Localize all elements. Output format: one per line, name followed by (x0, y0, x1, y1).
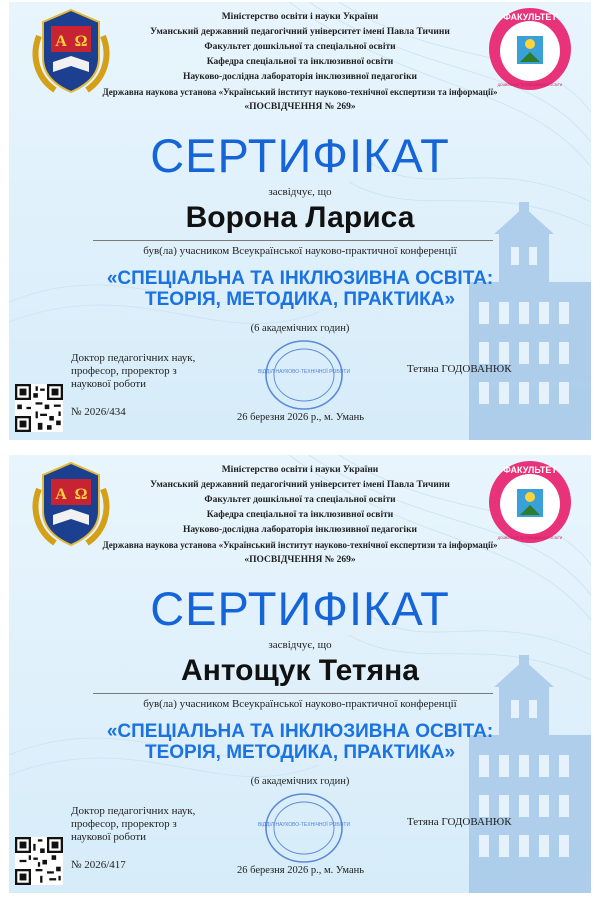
header-certificate-ref: «ПОСВІДЧЕННЯ № 269» (244, 555, 356, 565)
header-university: Уманський державний педагогічний університет імені Павла Тичини (150, 480, 450, 490)
signer-title (71, 352, 231, 391)
certificate-title: СЕРТИФІКАТ (150, 129, 450, 182)
header-faculty: Факультет дошкільної та спеціальної освіти (204, 42, 396, 52)
faculty-logo-bottom-text: ДОШКІЛЬНОЇ ТА СПЕЦІАЛЬНОЇ ОСВІТИ (497, 83, 563, 87)
emblem-letter-alpha: А (55, 486, 67, 503)
header-laboratory: Науково-дослідна лабораторія інклюзивної педагогіки (182, 72, 418, 82)
academic-hours: (6 академічних годин) (250, 776, 350, 787)
header-certificate-ref: «ПОСВІДЧЕННЯ № 269» (244, 102, 356, 112)
conference-title-line2: ТЕОРІЯ, МЕТОДИКА, ПРАКТИКА» (144, 289, 456, 310)
name-underline (93, 240, 493, 241)
participant-text: був(ла) учасником Всеукраїнської науково-практичної конференції (143, 245, 457, 257)
signer-title-line: Доктор педагогічних наук, (71, 805, 196, 817)
faculty-logo-bottom-text: ДОШКІЛЬНОЇ ТА СПЕЦІАЛЬНОЇ ОСВІТИ (497, 536, 563, 540)
certificate-title: СЕРТИФІКАТ (150, 582, 450, 635)
certifies-text: засвідчує, що (268, 186, 332, 198)
signer-title-line: професор, проректор з (71, 365, 177, 377)
qr-code-icon (15, 384, 63, 432)
signer-name: Тетяна ГОДОВАНЮК (407, 363, 512, 375)
faculty-logo-top-text: ФАКУЛЬТЕТ (503, 465, 557, 475)
header-institute: Державна наукова установа «Український інститут науково-технічної експертизи та інформації» (102, 87, 498, 97)
emblem-letter-omega: Ω (74, 486, 88, 503)
signer-title-line: Доктор педагогічних наук, (71, 352, 196, 364)
conference-title-line2: ТЕОРІЯ, МЕТОДИКА, ПРАКТИКА» (144, 742, 456, 763)
header-university: Уманський державний педагогічний університет імені Павла Тичини (150, 27, 450, 37)
qr-code-icon (15, 837, 63, 885)
certificate-card (9, 455, 591, 893)
header-laboratory: Науково-дослідна лабораторія інклюзивної педагогіки (182, 525, 418, 535)
signer-title-line: професор, проректор з (71, 818, 177, 830)
header-department: Кафедра спеціальної та інклюзивної освіти (206, 510, 394, 520)
faculty-logo-top-text: ФАКУЛЬТЕТ (503, 12, 557, 22)
signer-title-line: наукової роботи (71, 831, 147, 843)
official-stamp-icon (257, 791, 351, 865)
conference-title-line1: «СПЕЦІАЛЬНА ТА ІНКЛЮЗИВНА ОСВІТА: (106, 721, 494, 742)
stamp-text: ВІДДІЛ НАУКОВО-ТЕХНІЧНОЇ РОБОТИ (257, 822, 351, 828)
conference-title-line1: «СПЕЦІАЛЬНА ТА ІНКЛЮЗИВНА ОСВІТА: (106, 268, 494, 289)
academic-hours: (6 академічних годин) (250, 323, 350, 334)
header-ministry: Міністерство освіти і науки України (221, 12, 379, 22)
issue-date: 26 березня 2026 р., м. Умань (237, 412, 365, 423)
emblem-letter-omega: Ω (74, 33, 88, 50)
official-stamp-icon (257, 338, 351, 412)
recipient-name: Ворона Лариса (185, 201, 415, 234)
recipient-name: Антощук Тетяна (181, 654, 419, 687)
certifies-text: засвідчує, що (268, 639, 332, 651)
stamp-text: ВІДДІЛ НАУКОВО-ТЕХНІЧНОЇ РОБОТИ (257, 369, 351, 375)
header-department: Кафедра спеціальної та інклюзивної освіти (206, 57, 394, 67)
header-ministry: Міністерство освіти і науки України (221, 465, 379, 475)
name-underline (93, 693, 493, 694)
certificate-card (9, 2, 591, 440)
header-faculty: Факультет дошкільної та спеціальної освіти (204, 495, 396, 505)
certificate-number: № 2026/417 (71, 859, 126, 871)
signer-title-line: наукової роботи (71, 378, 147, 390)
signer-title (71, 805, 231, 844)
header-institute: Державна наукова установа «Український інститут науково-технічної експертизи та інформації» (102, 540, 498, 550)
issue-date: 26 березня 2026 р., м. Умань (237, 865, 365, 876)
certificate-number: № 2026/434 (71, 406, 126, 418)
signer-name: Тетяна ГОДОВАНЮК (407, 816, 512, 828)
participant-text: був(ла) учасником Всеукраїнської науково-практичної конференції (143, 698, 457, 710)
emblem-letter-alpha: А (55, 33, 67, 50)
